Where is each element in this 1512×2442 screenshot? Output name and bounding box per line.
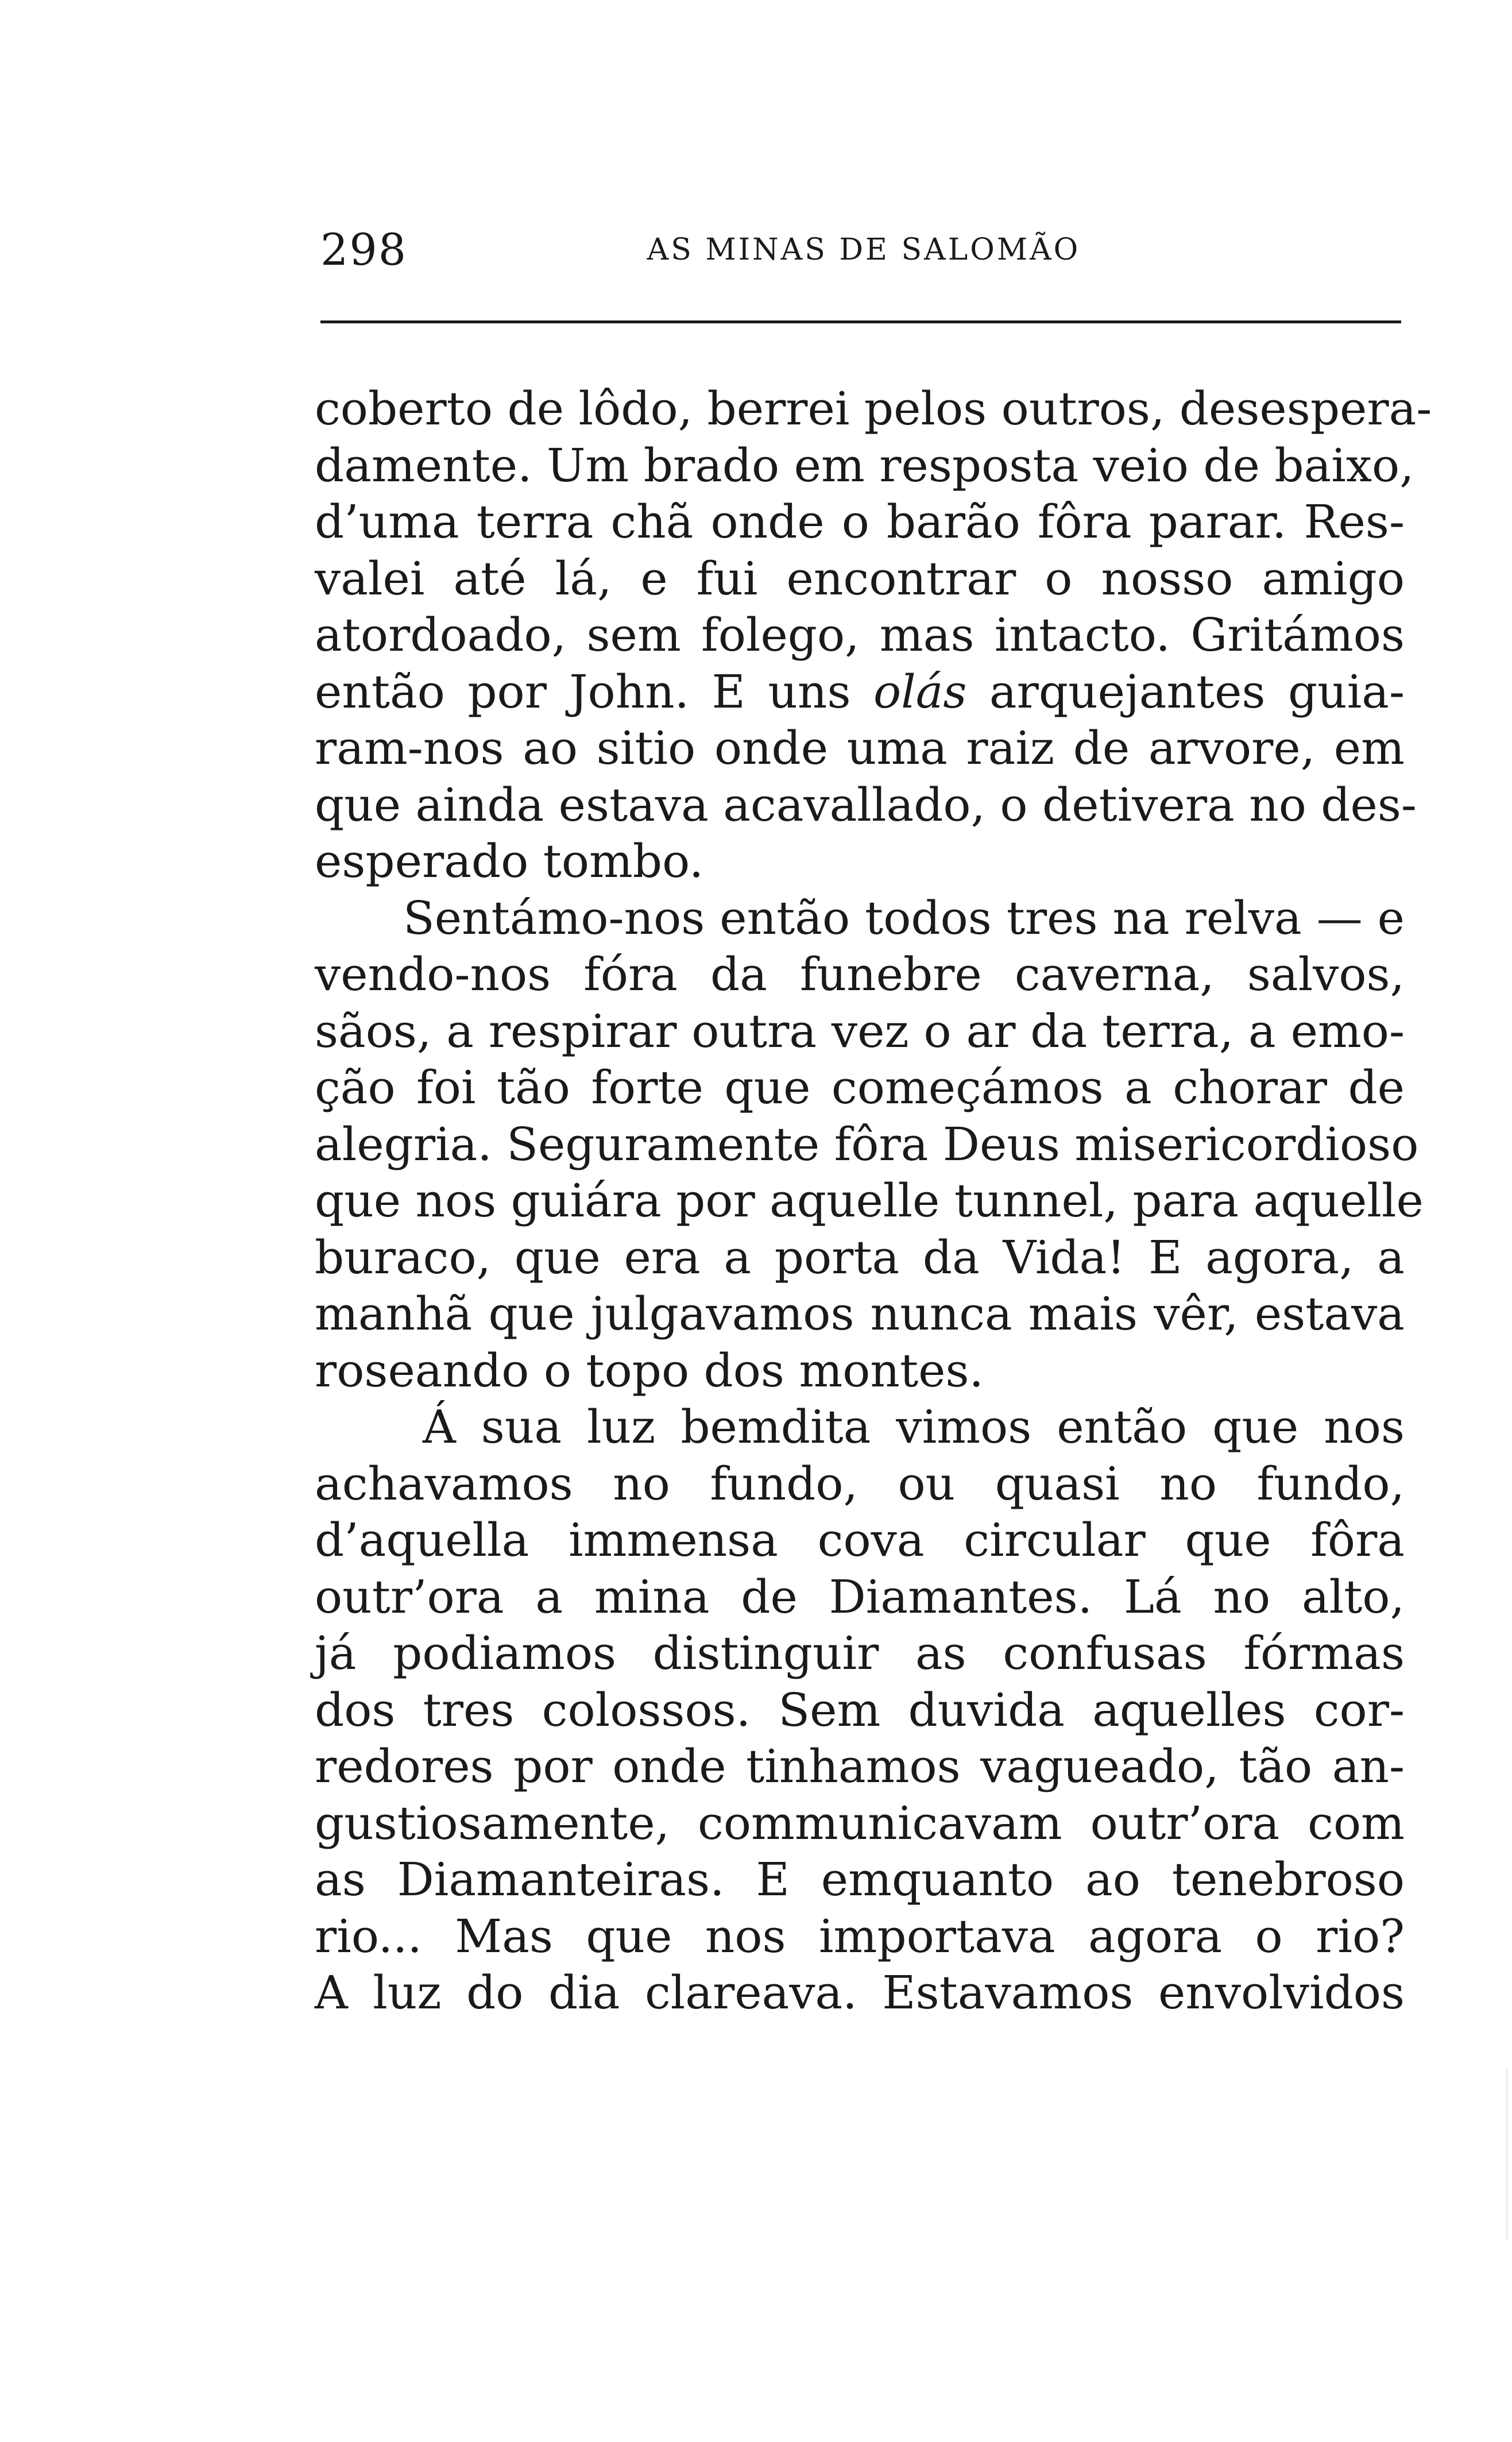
text-line: outr’ora a mina de Diamantes. Lá no alto,	[315, 1570, 1405, 1624]
text-line: ção foi tão forte que começámos a chorar de	[315, 1061, 1405, 1114]
text-line: ram-nos ao sitio onde uma raiz de arvore, em	[315, 721, 1405, 775]
page-number: 298	[320, 224, 408, 275]
text-line: d’uma terra chã onde o barão fôra parar. Res-	[315, 495, 1405, 548]
text-line: achavamos no fundo, ou quasi no fundo,	[315, 1456, 1405, 1510]
text-line: roseando o topo dos montes.	[315, 1343, 984, 1397]
text-fragment: arquejantes guia-	[989, 664, 1405, 718]
text-line: redores por onde tinhamos vagueado, tão an-	[315, 1740, 1405, 1793]
text-line: já podiamos distinguir as confusas fórmas	[315, 1626, 1405, 1680]
running-header	[320, 218, 1401, 281]
running-title: AS MINAS DE SALOMÃO	[647, 233, 1081, 267]
text-line: que ainda estava acavallado, o detivera no des-	[315, 778, 1417, 832]
text-line: rio... Mas que nos importava agora o rio?	[315, 1909, 1405, 1963]
text-line: valei até lá, e fui encontrar o nosso amigo	[315, 551, 1405, 605]
text-line: damente. Um brado em resposta veio de baixo,	[315, 438, 1414, 492]
header-rule	[320, 320, 1401, 323]
text-line: coberto de lôdo, berrei pelos outros, desespera-	[315, 382, 1432, 435]
text-fragment: então por John. E uns	[315, 664, 851, 718]
text-line: alegria. Seguramente fôra Deus misericordioso	[315, 1117, 1419, 1171]
text-line: vendo-nos fóra da funebre caverna, salvos,	[315, 948, 1405, 1001]
text-line: Sentámo-nos então todos tres na relva — e	[403, 891, 1405, 945]
text-line: d’aquella immensa cova circular que fôra	[315, 1513, 1405, 1567]
text-line: A luz do dia clareava. Estavamos envolvidos	[315, 1966, 1405, 2019]
text-line: gustiosamente, communicavam outr’ora com	[315, 1796, 1405, 1850]
text-line: atordoado, sem folego, mas intacto. Gritámos	[315, 608, 1405, 662]
text-line: Á sua luz bemdita vimos então que nos	[423, 1400, 1405, 1454]
text-line: dos tres colossos. Sem duvida aquelles cor-	[315, 1683, 1405, 1737]
italic-word: olás	[873, 664, 967, 718]
text-line: as Diamanteiras. E emquanto ao tenebroso	[315, 1853, 1405, 1906]
body-text	[315, 381, 1432, 2022]
text-line: sãos, a respirar outra vez o ar da terra, a emo-	[315, 1004, 1405, 1058]
text-line: esperado tombo.	[315, 834, 704, 888]
text-line: que nos guiára por aquelle tunnel, para aquelle	[315, 1174, 1424, 1227]
text-line: buraco, que era a porta da Vida! E agora, a	[315, 1230, 1405, 1284]
scan-edge-mark	[1501, 2068, 1512, 2240]
text-line: manhã que julgavamos nunca mais vêr, estava	[315, 1287, 1405, 1340]
text-line	[315, 664, 1405, 721]
